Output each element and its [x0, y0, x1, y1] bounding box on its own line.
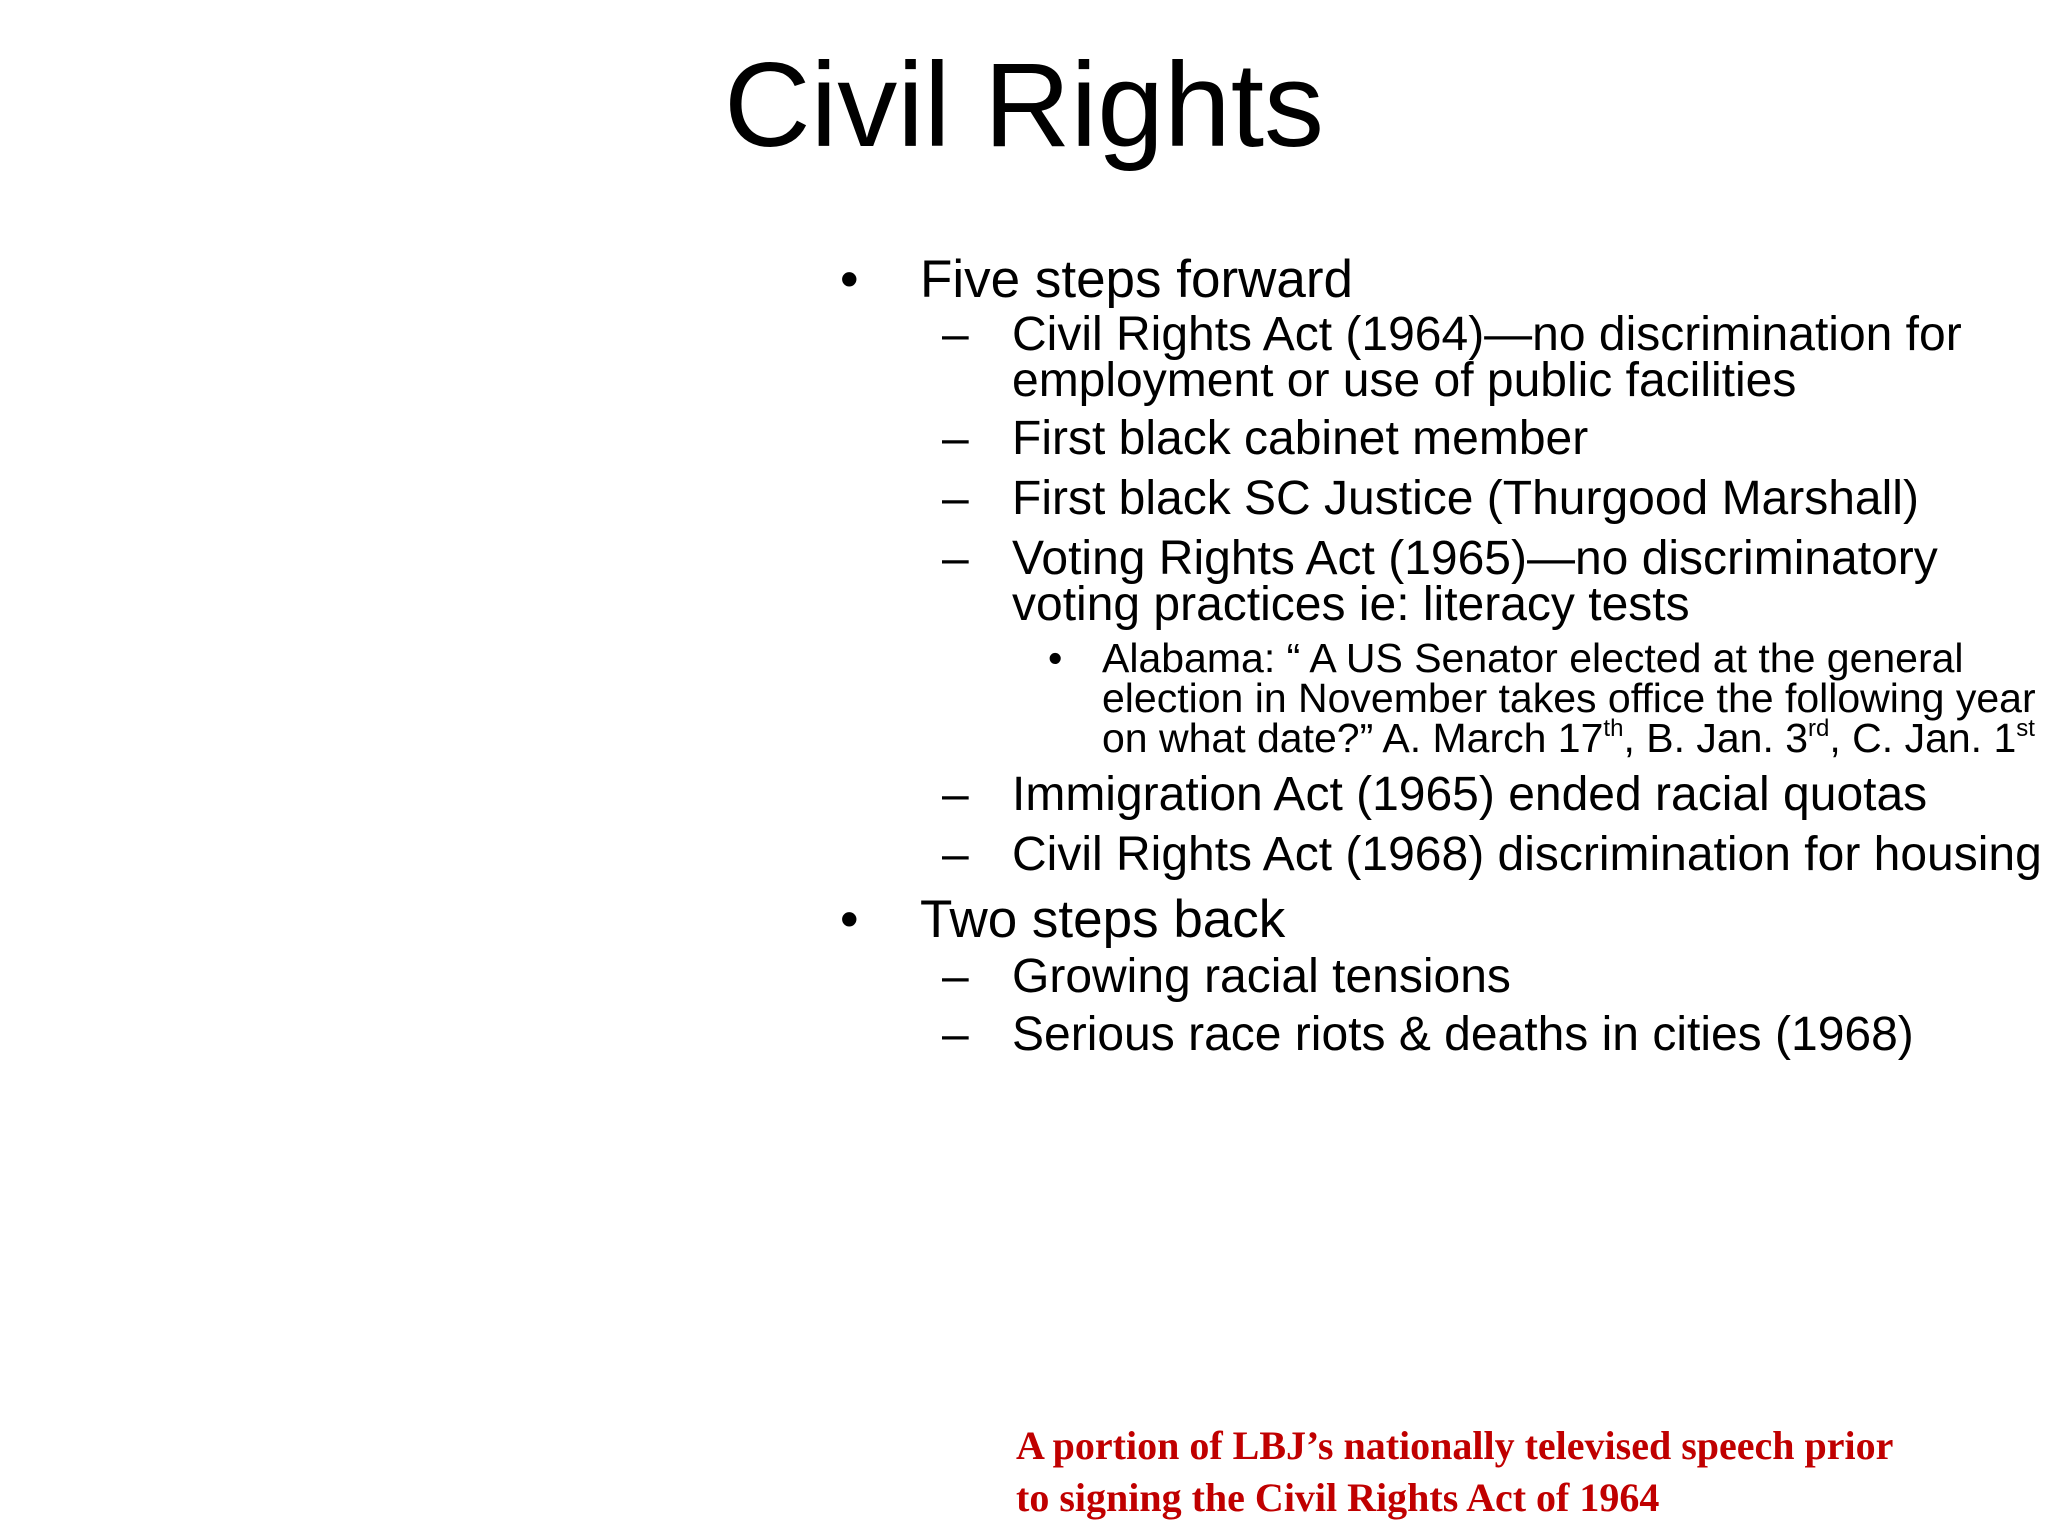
- list-item-text: Civil Rights Act (1968) discrimination for housing: [1012, 828, 2042, 881]
- bullet-icon: •: [840, 250, 859, 309]
- list-item-text: Immigration Act (1965) ended racial quotas: [1012, 768, 1928, 821]
- heading-text: Two steps back: [920, 890, 1286, 949]
- list-item: [830, 532, 2045, 631]
- list-item-text: Voting Rights Act (1965)—no discriminatory voting practices ie: literacy tests: [1012, 532, 1938, 631]
- list-item: [830, 1008, 2045, 1061]
- superscript-th: th: [1603, 715, 1624, 742]
- slide-title: Civil Rights: [723, 38, 1325, 172]
- list-item: [830, 472, 2045, 525]
- dash-icon: –: [942, 768, 969, 821]
- list-item: [830, 828, 2045, 881]
- sub-list-item: [830, 635, 2045, 761]
- dash-icon: –: [942, 472, 969, 525]
- dash-icon: –: [942, 308, 969, 361]
- list-item: [830, 308, 2045, 407]
- list-item-text: Serious race riots & deaths in cities (1968): [1012, 1008, 1914, 1061]
- sub-item-text: , B. Jan. 3: [1623, 715, 1809, 761]
- bullet-icon: •: [1048, 635, 1063, 681]
- section-heading-forward: [830, 250, 2045, 310]
- superscript-st: st: [2016, 715, 2035, 742]
- dash-icon: –: [942, 532, 969, 585]
- list-item-text: First black SC Justice (Thurgood Marshall): [1012, 472, 1919, 525]
- list-item-text: Civil Rights Act (1964)—no discrimination for employment or use of public facilities: [1012, 308, 1962, 407]
- dash-icon: –: [942, 950, 969, 1003]
- section-heading-back: [830, 890, 2045, 950]
- sub-item-text: Alabama: “ A US Senator elected at the general election in November takes office the following year on what date?” A. March 17: [1102, 635, 2036, 761]
- superscript-rd: rd: [1808, 715, 1830, 742]
- bullet-icon: •: [840, 890, 859, 949]
- caption-line: to signing the Civil Rights Act of 1964: [1016, 1475, 1660, 1520]
- list-item: [830, 768, 2045, 821]
- dash-icon: –: [942, 828, 969, 881]
- sub-item-text: , C. Jan. 1: [1829, 715, 2017, 761]
- list-item-text: Growing racial tensions: [1012, 950, 1511, 1003]
- dash-icon: –: [942, 412, 969, 465]
- list-item-text: First black cabinet member: [1012, 412, 1589, 465]
- speech-caption: [1016, 1420, 2036, 1524]
- list-item: [830, 412, 2045, 465]
- caption-line: A portion of LBJ’s nationally televised speech prior: [1016, 1423, 1894, 1468]
- list-item: [830, 950, 2045, 1003]
- heading-text: Five steps forward: [920, 250, 1353, 309]
- slide-body: [830, 250, 2045, 1061]
- dash-icon: –: [942, 1008, 969, 1061]
